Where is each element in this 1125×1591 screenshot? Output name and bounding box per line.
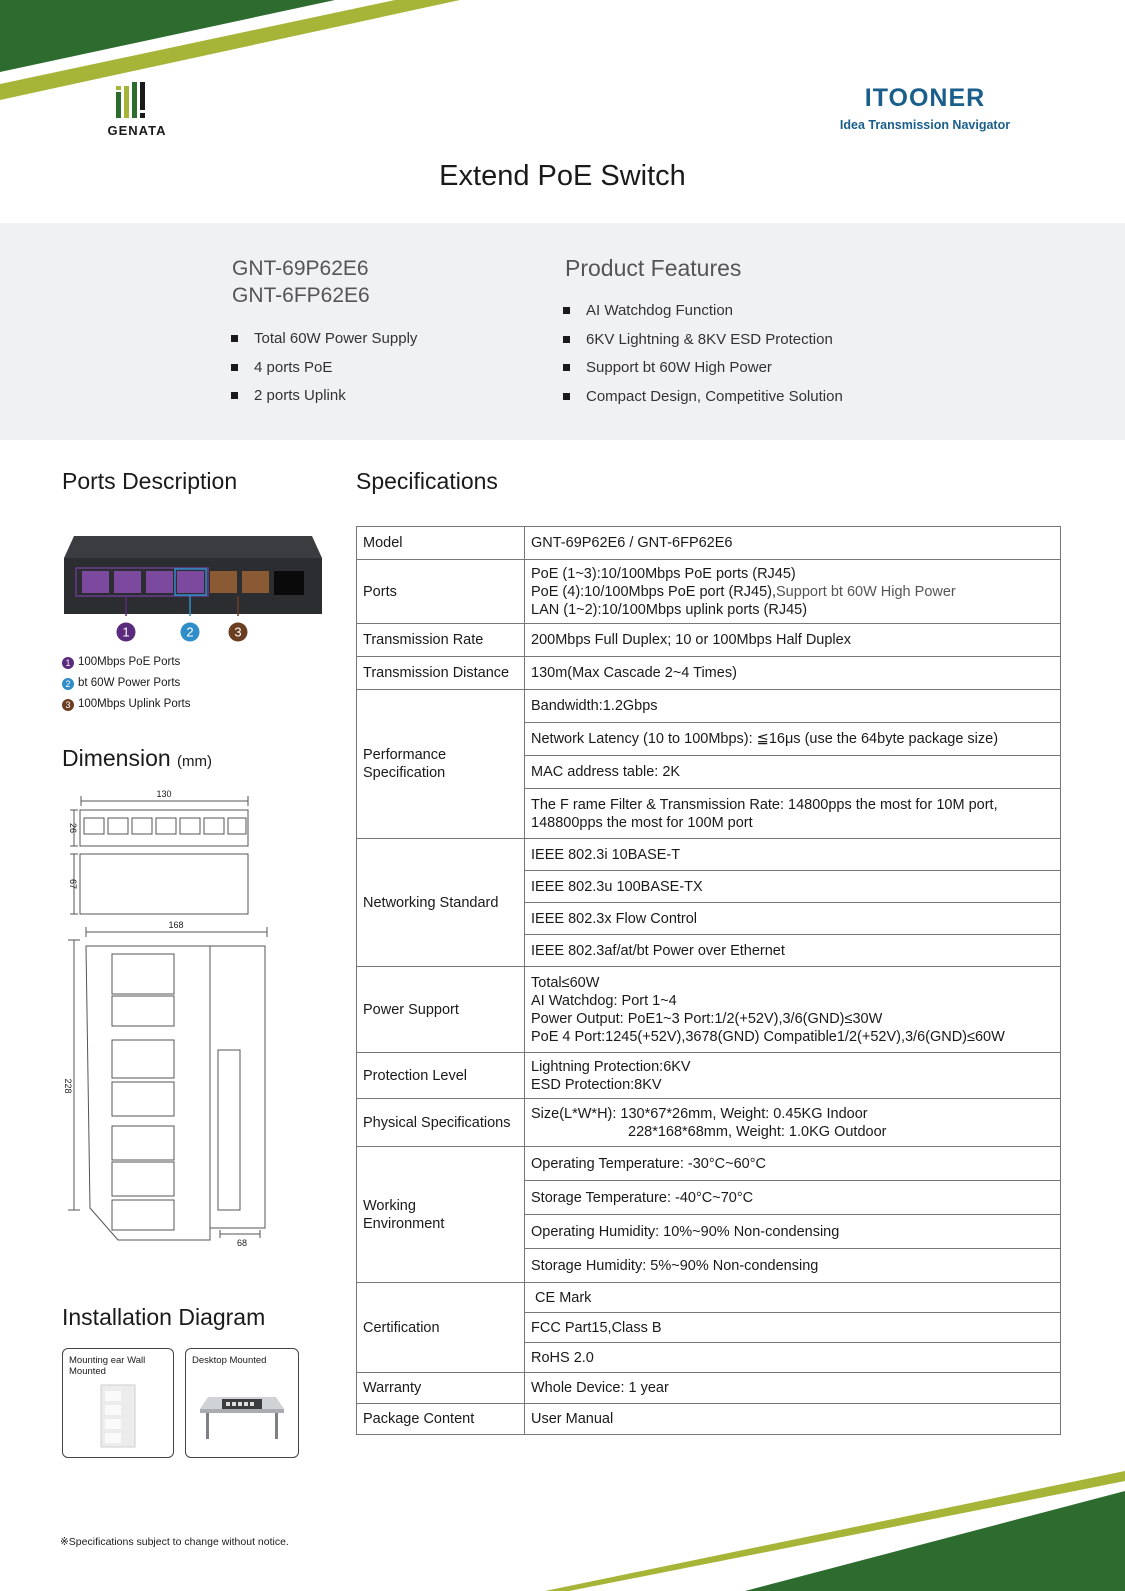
spec-value: Total≤60W AI Watchdog: Port 1~4 Power Output: PoE1~3 Port:1/2(+52V),3/6(GND)≤30W PoE 4 Port:1245(+52V),3678(GND) Compatible1/2(+52V),3/6(GND)≤60W (525, 967, 1061, 1053)
spec-label: Model (357, 527, 525, 560)
dim-label: 228 (63, 1078, 73, 1094)
spec-value: Storage Humidity: 5%~90% Non-condensing (525, 1249, 1061, 1283)
genata-logo-text: GENATA (107, 123, 167, 138)
feature-item: AI Watchdog Function (562, 302, 843, 331)
spec-label: Protection Level (357, 1053, 525, 1099)
dim-label: 26 (68, 822, 78, 834)
specs-title: Specifications (356, 468, 498, 494)
spec-value: IEEE 802.3u 100BASE-TX (525, 871, 1061, 903)
spec-value: Network Latency (10 to 100Mbps): ≦16μs (use the 64byte package size) (525, 723, 1061, 756)
top-left-decoration (0, 0, 460, 100)
features-title: Product Features (565, 255, 742, 281)
feature-item: 6KV Lightning & 8KV ESD Protection (562, 331, 843, 360)
table-row (357, 1147, 1061, 1181)
callout-1: 1 (122, 624, 130, 640)
spec-label: Performance Specification (357, 690, 525, 839)
spec-value: The F rame Filter & Transmission Rate: 14800pps the most for 10M port, 148800pps the most for 100M port (525, 789, 1061, 839)
table-row (357, 1099, 1061, 1147)
model-name: GNT-69P62E6 (232, 257, 369, 280)
spec-value: IEEE 802.3x Flow Control (525, 903, 1061, 935)
bullet-item: Total 60W Power Supply (230, 330, 417, 359)
spec-label: Certification (357, 1283, 525, 1373)
spec-value: Operating Humidity: 10%~90% Non-condensing (525, 1215, 1061, 1249)
spec-value: IEEE 802.3af/at/bt Power over Ethernet (525, 935, 1061, 967)
feature-item: Support bt 60W High Power (562, 359, 843, 388)
features-list (562, 302, 843, 416)
spec-value: GNT-69P62E6 / GNT-6FP62E6 (525, 527, 1061, 560)
callout-3: 3 (234, 624, 242, 640)
spec-value: Whole Device: 1 year (525, 1373, 1061, 1404)
dim-label: 67 (68, 878, 78, 890)
footnote: ※Specifications subject to change without notice. (60, 1536, 289, 1548)
table-row (357, 527, 1061, 560)
table-row (357, 839, 1061, 871)
spec-value: RoHS 2.0 (525, 1343, 1061, 1373)
legend-num: 1 (62, 657, 74, 669)
install-option-label: Mounting ear Wall Mounted (69, 1355, 146, 1377)
callout-2: 2 (186, 624, 194, 640)
spec-label: Warranty (357, 1373, 525, 1404)
install-wall-mounted (62, 1348, 174, 1458)
desktop-mount-image (196, 1389, 288, 1441)
legend-label: bt 60W Power Ports (78, 677, 181, 689)
table-row (357, 1053, 1061, 1099)
legend-item (62, 677, 180, 690)
dim-label: 168 (168, 920, 184, 930)
table-row (357, 624, 1061, 657)
spec-label: Working Environment (357, 1147, 525, 1283)
spec-label: Transmission Rate (357, 624, 525, 657)
table-row (357, 1283, 1061, 1313)
itooner-tagline: Idea Transmission Navigator (839, 118, 1011, 132)
ports-title: Ports Description (62, 468, 238, 494)
bullet-item: 2 ports Uplink (230, 387, 417, 416)
table-row (357, 1404, 1061, 1435)
spec-value: Operating Temperature: -30°C~60°C (525, 1147, 1061, 1181)
itooner-logo: ITOONER (864, 84, 986, 112)
legend-label: 100Mbps PoE Ports (78, 656, 181, 668)
spec-label: Power Support (357, 967, 525, 1053)
spec-label: Ports (357, 560, 525, 624)
spec-value: Storage Temperature: -40°C~70°C (525, 1181, 1061, 1215)
spec-label: Networking Standard (357, 839, 525, 967)
specs-table (356, 526, 1061, 1435)
spec-label: Physical Specifications (357, 1099, 525, 1147)
model-names (232, 255, 370, 309)
spec-value: 130m(Max Cascade 2~4 Times) (525, 657, 1061, 690)
dimension-drawing (60, 788, 275, 1248)
install-desktop-mounted (185, 1348, 299, 1458)
dimension-unit: (mm) (177, 753, 213, 770)
spec-value: IEEE 802.3i 10BASE-T (525, 839, 1061, 871)
legend-num: 3 (62, 699, 74, 711)
install-option-label: Desktop Mounted (192, 1355, 267, 1366)
legend-item (62, 698, 191, 711)
spec-value: Bandwidth:1.2Gbps (525, 690, 1061, 723)
overview-bullets (230, 330, 417, 416)
spec-value: User Manual (525, 1404, 1061, 1435)
legend-item (62, 656, 180, 669)
spec-value: 200Mbps Full Duplex; 10 or 100Mbps Half Duplex (525, 624, 1061, 657)
spec-value: Size(L*W*H): 130*67*26mm, Weight: 0.45KG Indoor 228*168*68mm, Weight: 1.0KG Outdoor (525, 1099, 1061, 1147)
spec-label: Package Content (357, 1404, 525, 1435)
legend-label: 100Mbps Uplink Ports (78, 698, 191, 710)
dim-label: 68 (236, 1238, 248, 1248)
switch-front-image (62, 534, 324, 646)
table-row (357, 690, 1061, 723)
page-title: Extend PoE Switch (439, 160, 686, 192)
table-row (357, 967, 1061, 1053)
spec-value: Lightning Protection:6KV ESD Protection:8KV (525, 1053, 1061, 1099)
dim-label: 130 (156, 789, 172, 799)
spec-value: PoE (1~3):10/100Mbps PoE ports (RJ45) PoE (4):10/100Mbps PoE port (RJ45),Support bt 60W High Power LAN (1~2):10/100Mbps uplink ports (RJ45) (525, 560, 1061, 624)
table-row (357, 560, 1061, 624)
installation-title: Installation Diagram (62, 1304, 266, 1330)
table-row (357, 657, 1061, 690)
spec-value: FCC Part15,Class B (525, 1313, 1061, 1343)
model-name: GNT-6FP62E6 (232, 284, 370, 307)
spec-value: MAC address table: 2K (525, 756, 1061, 789)
bottom-right-decoration (545, 1471, 1125, 1591)
legend-num: 2 (62, 678, 74, 690)
table-row (357, 1373, 1061, 1404)
bullet-item: 4 ports PoE (230, 359, 417, 388)
dimension-title: Dimension (mm) (62, 745, 213, 771)
spec-label: Transmission Distance (357, 657, 525, 690)
spec-value: CE Mark (525, 1283, 1061, 1313)
wall-mount-image (93, 1381, 143, 1451)
feature-item: Compact Design, Competitive Solution (562, 388, 843, 417)
